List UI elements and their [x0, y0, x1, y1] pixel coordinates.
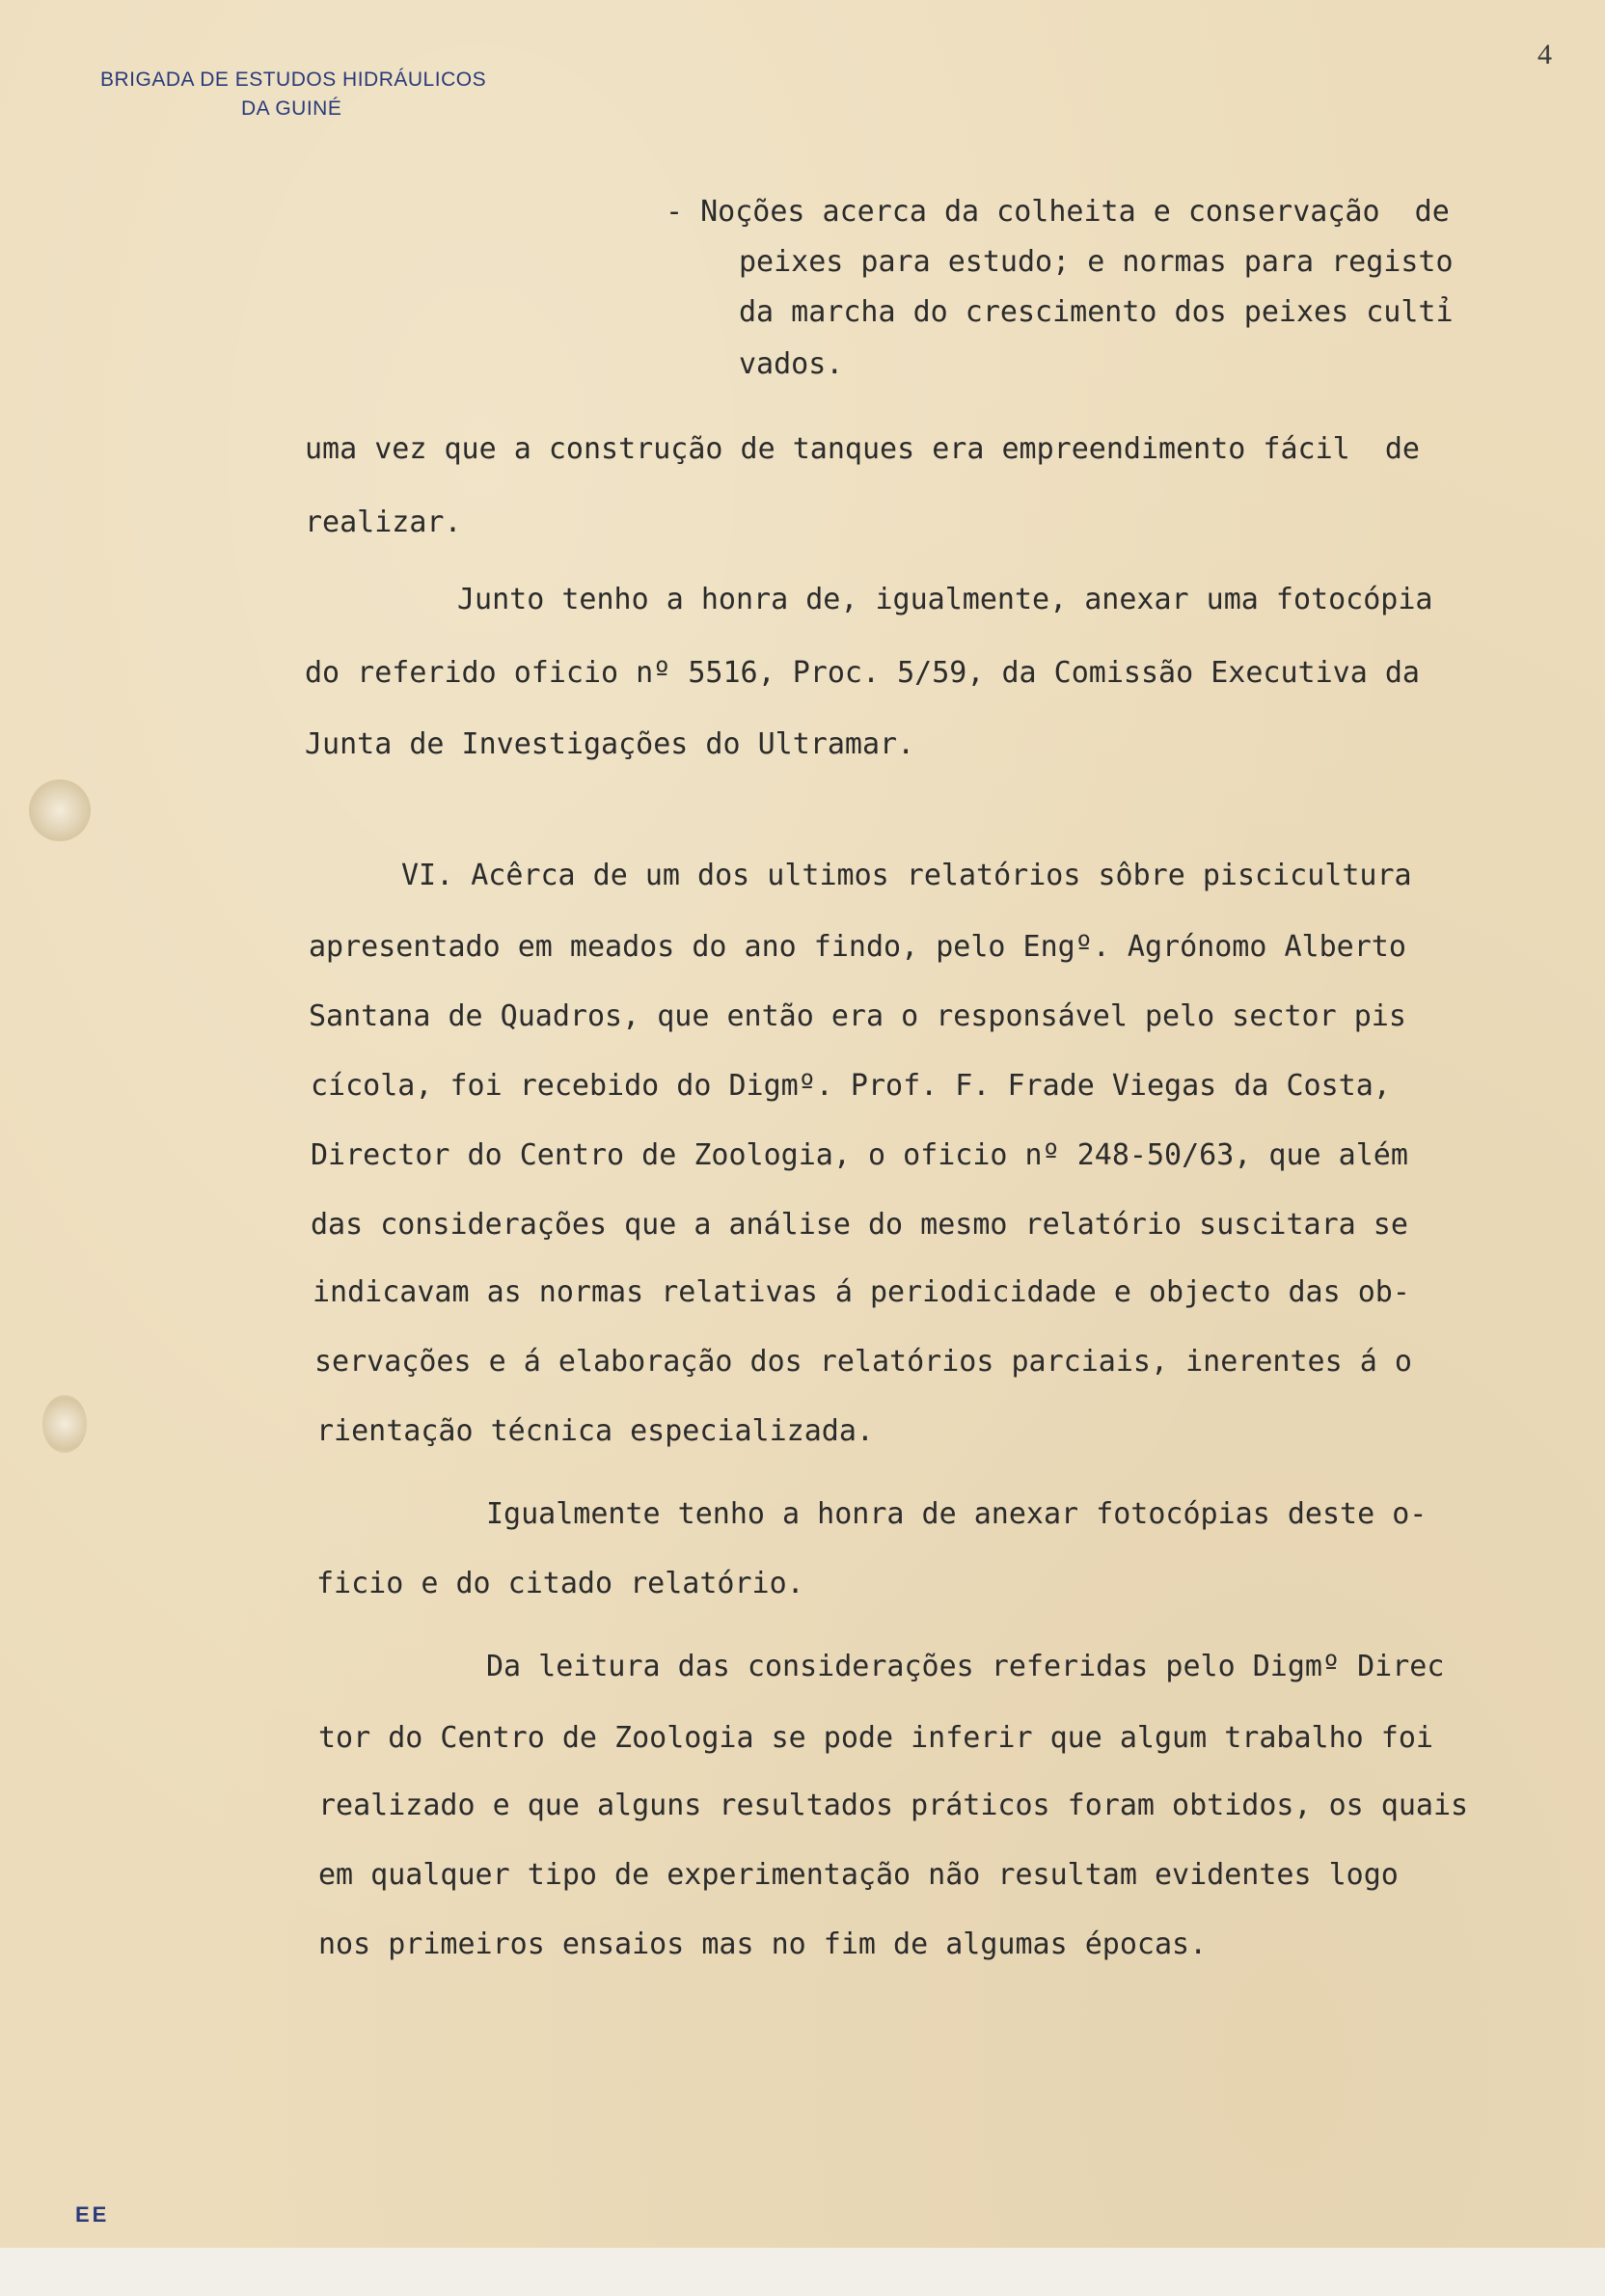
text-line: apresentado em meados do ano findo, pelo Engº. Agrónomo Alberto	[309, 930, 1406, 964]
text-line: cícola, foi recebido do Digmº. Prof. F. Frade Viegas da Costa,	[311, 1069, 1391, 1103]
text-line: Da leitura das considerações referidas pelo Digmº Direc	[486, 1650, 1445, 1683]
text-line: rientação técnica especializada.	[316, 1414, 874, 1448]
text-line: em qualquer tipo de experimentação não resultam evidentes logo	[318, 1858, 1399, 1892]
text-line: indicavam as normas relativas á periodicidade e objecto das ob-	[313, 1275, 1410, 1309]
section-heading-line: VI. Acêrca de um dos ultimos relatórios sôbre piscicultura	[401, 859, 1412, 892]
footer-mark: EE	[75, 2202, 110, 2227]
text-line: - Noções acerca da colheita e conservação de	[666, 195, 1450, 229]
text-line: das considerações que a análise do mesmo relatório suscitara se	[311, 1208, 1408, 1242]
text-line: do referido oficio nº 5516, Proc. 5/59, da Comissão Executiva da	[305, 656, 1420, 690]
letterhead-line-2: DA GUINÉ	[241, 97, 342, 120]
text-line: realizado e que alguns resultados práticos foram obtidos, os quais	[318, 1789, 1469, 1822]
text-line: Junto tenho a honra de, igualmente, anexar uma fotocópia	[457, 583, 1433, 616]
text-line: Igualmente tenho a honra de anexar fotocópias deste o-	[486, 1497, 1428, 1531]
text-line: peixes para estudo; e normas para registo	[739, 245, 1454, 279]
text-line: tor do Centro de Zoologia se pode inferir que algum trabalho foi	[318, 1721, 1433, 1755]
text-line: nos primeiros ensaios mas no fim de algumas épocas.	[318, 1927, 1208, 1961]
punch-hole	[29, 779, 91, 841]
text-line: servações e á elaboração dos relatórios parciais, inerentes á o	[314, 1345, 1412, 1379]
text-line: realizar.	[305, 506, 462, 539]
text-line: Junta de Investigações do Ultramar.	[305, 727, 915, 761]
punch-hole	[42, 1395, 87, 1453]
text-line: da marcha do crescimento dos peixes cultỉ	[739, 295, 1454, 329]
text-line: ficio e do citado relatório.	[316, 1567, 804, 1600]
text-line: uma vez que a construção de tanques era empreendimento fácil de	[305, 432, 1420, 466]
letterhead	[100, 66, 486, 123]
text-line: vados.	[739, 347, 844, 381]
text-line: Santana de Quadros, que então era o responsável pelo sector pis	[309, 999, 1406, 1033]
text-line: Director do Centro de Zoologia, o oficio nº 248-50/63, que além	[311, 1138, 1408, 1172]
letterhead-line-1: BRIGADA DE ESTUDOS HIDRÁULICOS	[100, 68, 487, 91]
page-bottom-edge	[0, 2248, 1605, 2296]
page-number: 4	[1537, 39, 1552, 70]
